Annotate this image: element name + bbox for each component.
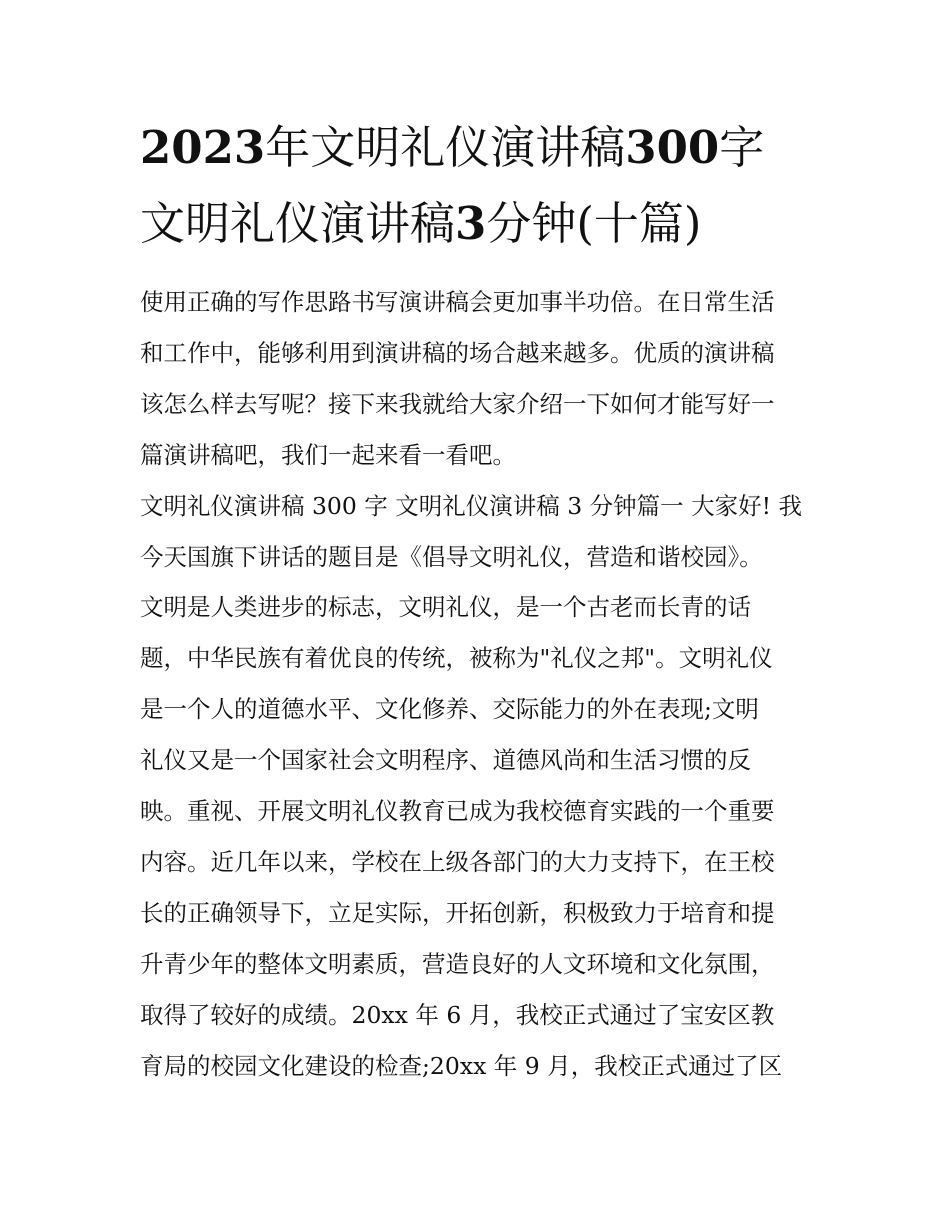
body-line: 是一个人的道德水平、文化修养、交际能力的外在表现;文明 — [140, 695, 759, 724]
body-line: 育局的校园文化建设的检查;20xx 年 9 月，我校正式通过了区 — [140, 1051, 783, 1080]
title-line-2 — [140, 186, 820, 262]
body-line: 篇演讲稿吧，我们一起来看一看吧。 — [140, 440, 516, 469]
body-line: 升青少年的整体文明素质，营造良好的人文环境和文化氛围， — [140, 949, 775, 978]
title-number: 300 — [625, 121, 720, 174]
body-line: 内容。近几年以来，学校在上级各部门的大力支持下，在王校 — [140, 847, 775, 876]
body-line: 题，中华民族有着优良的传统，被称为"礼仪之邦"。文明礼仪 — [140, 644, 773, 673]
body-line: 今天国旗下讲话的题目是《倡导文明礼仪，营造和谐校园》。 — [140, 542, 763, 571]
title-text: 分钟(十篇) — [486, 197, 702, 250]
body-line: 映。重视、开展文明礼仪教育已成为我校德育实践的一个重要 — [140, 797, 775, 826]
document-title — [140, 110, 820, 262]
title-year: 2023 — [140, 121, 266, 174]
body-line: 使用正确的写作思路书写演讲稿会更加事半功倍。在日常生活 — [140, 288, 775, 316]
title-number: 3 — [455, 197, 487, 250]
title-line-1 — [140, 110, 820, 186]
title-text: 文明礼仪演讲稿 — [140, 197, 456, 250]
body-line: 和工作中，能够利用到演讲稿的场合越来越多。优质的演讲稿 — [140, 338, 775, 367]
title-text: 年文明礼仪演讲稿 — [265, 121, 626, 174]
body-line: 礼仪又是一个国家社会文明程序、道德风尚和生活习惯的反 — [140, 746, 751, 775]
body-line: 该怎么样去写呢？接下来我就给大家介绍一下如何才能写好一 — [140, 389, 775, 418]
body-line: 文明是人类进步的标志，文明礼仪，是一个古老而长青的话 — [140, 593, 751, 622]
title-text: 字 — [719, 121, 765, 174]
body-line: 取得了较好的成绩。20xx 年 6 月，我校正式通过了宝安区教 — [140, 1000, 775, 1029]
body-line: 长的正确领导下，立足实际，开拓创新，积极致力于培育和提 — [140, 898, 775, 927]
document-body — [140, 277, 820, 1092]
body-line: 文明礼仪演讲稿 300 字 文明礼仪演讲稿 3 分钟篇一 大家好! 我 — [140, 491, 803, 520]
